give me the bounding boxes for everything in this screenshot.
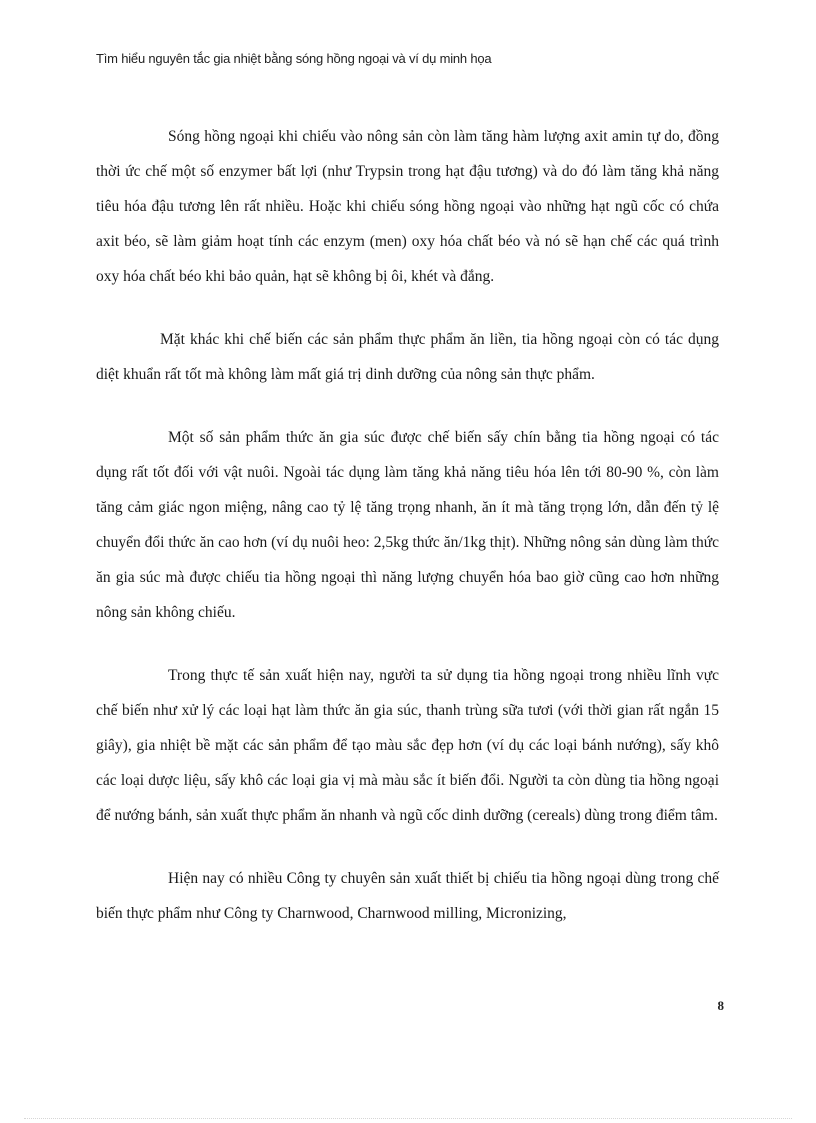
page-number: 8 — [717, 998, 724, 1013]
running-header: Tìm hiểu nguyên tắc gia nhiệt bằng sóng hồng ngoại và ví dụ minh họa — [96, 51, 492, 66]
paragraph-amino-acids: Sóng hồng ngoại khi chiếu vào nông sản còn làm tăng hàm lượng axit amin tự do, đồng thời ức chế một số enzymer bất lợi (như Trypsin trong hạt đậu tương) và do đó làm tăng khả năng tiêu hóa đậu tương lên rất nhiều. Hoặc khi chiếu sóng hồng ngoại vào những hạt ngũ cốc có chứa axit béo, sẽ làm giảm hoạt tính các enzym (men) oxy hóa chất béo và nó sẽ hạn chế các quá trình oxy hóa chất béo khi bảo quản, hạt sẽ không bị ôi, khét và đắng. — [96, 128, 719, 285]
paragraph-companies: Hiện nay có nhiều Công ty chuyên sản xuất thiết bị chiếu tia hồng ngoại dùng trong chế biến thực phẩm như Công ty Charnwood, Charnwood milling, Micronizing, — [96, 870, 719, 922]
paragraph-applications: Trong thực tế sản xuất hiện nay, người ta sử dụng tia hồng ngoại trong nhiều lĩnh vực chế biến như xử lý các loại hạt làm thức ăn gia súc, thanh trùng sữa tươi (với thời gian rất ngắn 15 giây), gia nhiệt bề mặt các sản phẩm để tạo màu sắc đẹp hơn (ví dụ các loại bánh nướng), sấy khô các loại dược liệu, sấy khô các loại gia vị mà màu sắc ít biến đổi. Người ta còn dùng tia hồng ngoại để nướng bánh, sản xuất thực phẩm ăn nhanh và ngũ cốc dinh dưỡng (cereals) dùng trong điểm tâm. — [96, 667, 719, 824]
page-bottom-divider — [24, 1118, 792, 1119]
body-text — [96, 119, 719, 931]
paragraph-animal-feed: Một số sản phẩm thức ăn gia súc được chế biến sấy chín bằng tia hồng ngoại có tác dụng rất tốt đối với vật nuôi. Ngoài tác dụng làm tăng khả năng tiêu hóa lên tới 80-90 %, còn làm tăng cảm giác ngon miệng, nâng cao tỷ lệ tăng trọng nhanh, ăn ít mà tăng trọng lớn, dẫn đến tỷ lệ chuyển đổi thức ăn cao hơn (ví dụ nuôi heo: 2,5kg thức ăn/1kg thịt). Những nông sản dùng làm thức ăn gia súc mà được chiếu tia hồng ngoại thì năng lượng chuyển hóa bao giờ cũng cao hơn những nông sản không chiếu. — [96, 429, 719, 621]
paragraph-instant-food: Mặt khác khi chế biến các sản phẩm thực phẩm ăn liền, tia hồng ngoại còn có tác dụng diệt khuẩn rất tốt mà không làm mất giá trị dinh dưỡng của nông sản thực phẩm. — [96, 331, 719, 383]
